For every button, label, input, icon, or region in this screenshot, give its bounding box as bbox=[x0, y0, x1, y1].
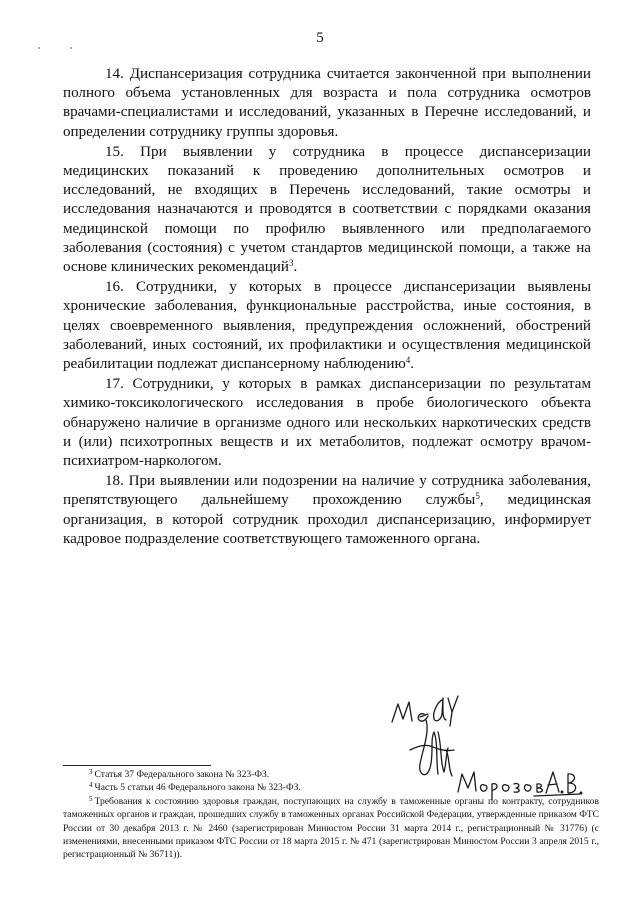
paragraph-text: 14. Диспансеризация сотрудника считается законченной при выполнении полного объема установленных для возраста и пола сотрудника осмотров врачами-специалистами и исследований, указанных в Перечне исследований, и определении сотруднику группы здоровья. bbox=[63, 66, 591, 140]
footnote-number: 4 bbox=[89, 781, 93, 790]
paragraph-18 bbox=[63, 472, 591, 549]
footnote-text: Требования к состоянию здоровья граждан, поступающих на службу в таможенные органы по контракту, сотрудников таможенных органов и граждан, прошедших службу в таможенных органах Российской Федерации, утвержденные приказом ФТС России от 30 декабря 2013 г. № 2460 (зарегистрирован Минюстом России 31 марта 2014 г., регистрационный № 31776) (с изменениями, внесенными приказом ФТС России от 18 марта 2015 г. № 471 (зарегистрирован Минюстом России 3 апреля 2015 г., регистрационный № 36711)). bbox=[63, 795, 599, 861]
footnote-separator bbox=[63, 765, 211, 766]
page-number: 5 bbox=[316, 30, 324, 46]
footnote-marker: 5 bbox=[475, 491, 480, 502]
paragraph-tail: . bbox=[293, 259, 298, 276]
paragraph-text: 17. Сотрудники, у которых в рамках диспансеризации по результатам химико-токсикологического исследования в пробе биологического объекта обнаружено наличие в организме одного или нескольких наркотических средств и (или) психотропных веществ и их метаболитов, подлежат осмотру врачом-психиатром-наркологом. bbox=[63, 376, 591, 470]
paragraph-text: 18. При выявлении или подозрении на наличие у сотрудника заболевания, препятствующего дальнейшему прохождению службы bbox=[63, 473, 591, 509]
footnote-number: 5 bbox=[89, 794, 93, 803]
main-text bbox=[63, 65, 591, 550]
paragraph-17 bbox=[63, 375, 591, 471]
paragraph-text: 16. Сотрудники, у которых в процессе диспансеризации выявлены хронические заболевания, функциональные расстройства, иные состояния, в целях своевременного выявления, предупреждения осложнений, обострений заболеваний, иных состояний, их профилактики и осуществления медицинской реабилитации подлежат диспансерному наблюдению bbox=[63, 279, 591, 373]
paragraph-15 bbox=[63, 143, 591, 277]
footnotes bbox=[63, 768, 599, 862]
footnote-number: 3 bbox=[89, 768, 93, 776]
paragraph-text: 15. При выявлении у сотрудника в процессе диспансеризации медицинских показаний к проведению дополнительных осмотров и исследований, не входящих в Перечень исследований, такие осмотры и исследования назначаются и проводятся в соответствии с порядками оказания медицинской помощи по профилю выявленного или предполагаемого заболевания (состояния) с учетом стандартов медицинской помощи, а также на основе клинических рекомендаций bbox=[63, 143, 591, 276]
scan-speck bbox=[38, 47, 40, 49]
footnote-4 bbox=[63, 781, 599, 794]
paragraph-16 bbox=[63, 278, 591, 374]
footnote-marker: 4 bbox=[405, 355, 411, 366]
footnote-text: Статья 37 Федерального закона № 323-ФЗ. bbox=[94, 769, 270, 780]
scan-speck bbox=[70, 47, 72, 49]
paragraph-tail: . bbox=[410, 356, 415, 373]
footnote-3 bbox=[63, 768, 599, 781]
footnote-marker: 3 bbox=[288, 258, 294, 269]
footnote-text: Часть 5 статьи 46 Федерального закона № 323-ФЗ. bbox=[94, 782, 301, 794]
footnote-5 bbox=[63, 795, 599, 862]
paragraph-tail: , медицинская организация, в которой сотрудник проходил диспансеризацию, информирует кадровое подразделение соответствующего таможенного органа. bbox=[63, 492, 591, 547]
paragraph-14 bbox=[63, 65, 591, 142]
